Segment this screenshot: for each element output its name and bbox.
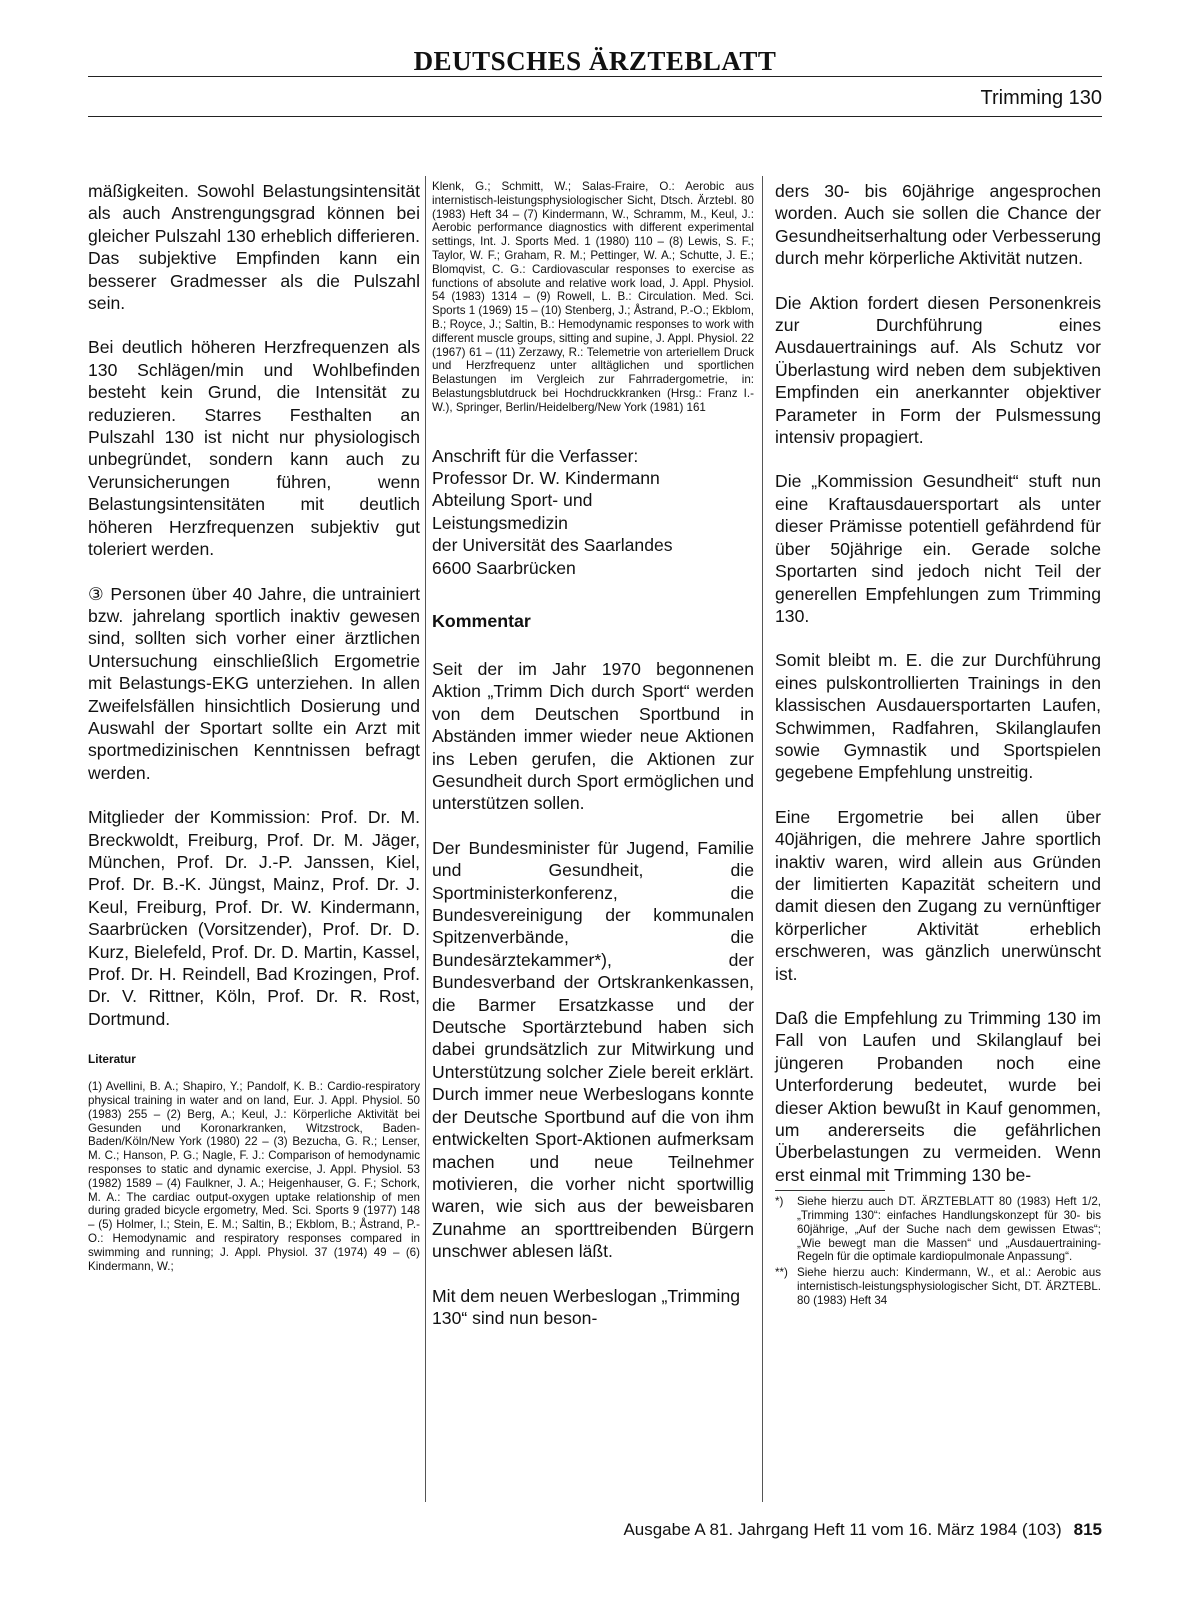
footnote-text: Siehe hierzu auch DT. ÄRZTEBLATT 80 (1983) Heft 1/2, „Trimming 130“: einfaches Handlungskonzept für 30- bis 60jährige, „Auf der Suche nach dem gewissen Etwas“; „Wie bewegt man die Massen“ und „Ausdauertraining-Regeln für die optimale kardiopulmonale Anpassung“. <box>797 1195 1101 1264</box>
references-continued: Klenk, G.; Schmitt, W.; Salas-Fraire, O.: Aerobic aus internistisch-leistungsphysiologischer Sicht, Dtsch. Ärztebl. 80 (1983) Heft 34 – (7) Kindermann, W., Schramm, M., Keul, J.: Aerobic performance diagnostics with different experimental settings, Int. J. Sports Med. 1 (1980) 110 – (8) Lewis, S. F.; Taylor, W. F.; Graham, R. M.; Pettinger, W. A.; Schutte, J. E.; Blomqvist, C. G.: Cardiovascular responses to exercise as functions of absolute and relative work load, J. Appl. Physiol. 54 (1983) 1314 – (9) Rowell, L. B.: Circulation. Med. Sci. Sports 1 (1969) 15 – (10) Stenberg, J.; Åstrand, P.-O.; Ekblom, B.; Royce, J.; Saltin, B.: Hemodynamic responses to work with different muscle groups, sitting and supine, J. Appl. Physiol. 22 (1967) 61 – (11) Zerzawy, R.: Telemetrie von arteriellem Druck und Herzfrequenz unter alltäglichen und sportlichen Belastungen im Vergleich zur Fahrradergometrie, in: Belastungsblutdruck bei Hochdruckkranken (Hrsg.: Franz I.-W.), Springer, Berlin/Heidelberg/New York (1981) 161 <box>432 180 754 414</box>
commission-members: Mitglieder der Kommission: Prof. Dr. M. Breckwoldt, Freiburg, Prof. Dr. M. Jäger, München, Prof. Dr. J.-P. Janssen, Kiel, Prof. Dr. B.-K. Jüngst, Mainz, Prof. Dr. J. Keul, Freiburg, Prof. Dr. W. Kindermann, Saarbrücken (Vorsitzender), Prof. Dr. D. Kurz, Bielefeld, Prof. Dr. D. Martin, Kassel, Prof. Dr. H. Reindell, Bad Krozingen, Prof. Dr. V. Rittner, Köln, Prof. Dr. R. Rost, Dortmund. <box>88 807 420 1029</box>
address-line: Abteilung Sport- und <box>432 490 593 511</box>
masthead-title: DEUTSCHES ÄRZTEBLATT <box>413 46 777 76</box>
column-1 <box>88 180 420 1273</box>
section-title: Trimming 130 <box>980 87 1102 109</box>
column-2 <box>432 180 754 1351</box>
page-number: 815 <box>1073 1520 1102 1539</box>
address-line: Anschrift für die Verfasser: <box>432 445 639 466</box>
address-line: 6600 Saarbrücken <box>432 557 576 578</box>
paragraph: Somit bleibt m. E. die zur Durchführung eines pulskontrollierten Trainings in den klassischen Ausdauersportarten Laufen, Schwimmen, Radfahren, Skilanglaufen sowie Gymnastik und Sportspielen gegebene Empfehlung unstreitig. <box>775 650 1101 783</box>
paragraph: Daß die Empfehlung zu Trimming 130 im Fall von Laufen und Skilanglauf bei jüngeren Probanden noch eine Unterforderung bedeutet, wurde bei dieser Aktion bewußt in Kauf genommen, um andererseits die gefährlichen Überbelastungen zu vermeiden. Wenn erst einmal mit Trimming 130 be- <box>775 1008 1101 1185</box>
paragraph: Die Aktion fordert diesen Personenkreis zur Durchführung eines Ausdauertrainings auf. Als Schutz vor Überlastung wird neben dem subjektiven Empfinden ein anerkannter objektiver Parameter in Form der Pulsmessung intensiv propagiert. <box>775 292 1101 448</box>
footnote <box>775 1266 1101 1307</box>
footnote <box>775 1195 1101 1264</box>
column-3 <box>775 180 1101 1310</box>
address-line: der Universität des Saarlandes <box>432 535 673 556</box>
paragraph: Mit dem neuen Werbeslogan „Trimming 130“ sind nun beson- <box>432 1285 741 1328</box>
paragraph: Bei deutlich höheren Herzfrequenzen als 130 Schlägen/min und Wohlbefinden besteht kein Grund, die Intensität zu reduzieren. Starres Festhalten an Pulszahl 130 ist nicht nur physiologisch unbegründet, sondern kann auch zu Verunsicherungen führen, wenn Belastungsintensitäten mit deutlich höheren Herzfrequenzen subjektiv gut toleriert werden. <box>88 337 420 560</box>
paragraph: Der Bundesminister für Jugend, Familie und Gesundheit, die Sportministerkonferenz, die Bundesvereinigung der kommunalen Spitzenverbände, die Bundesärztekammer*), der Bundesverband der Ortskrankenkassen, die Barmer Ersatzkasse und der Deutsche Sportärztebund haben sich dabei grundsätzlich zur Mitwirkung und Unterstützung solcher Ziele bereit erklärt. Durch immer neue Werbeslogans konnte der Deutsche Sportbund auf die von ihm entwickelten Sport-Aktionen aufmerksam machen und neue Teilnehmer motivieren, die vorher nicht sportwillig waren, wie sich aus der beweisbaren Zunahme an sporttreibenden Bürgern unschwer ablesen läßt. <box>432 837 754 1262</box>
paragraph: ders 30- bis 60jährige angesprochen worden. Auch sie sollen die Chance der Gesundheitserhaltung oder Verbesserung durch mehr körperliche Aktivität nutzen. <box>775 181 1101 269</box>
footnote-rule <box>775 1190 885 1191</box>
footnote-text: Siehe hierzu auch: Kindermann, W., et al.: Aerobic aus internistisch-leistungsphysiologischer Sicht, DT. ÄRZTEBL. 80 (1983) Heft 34 <box>797 1266 1101 1307</box>
column-divider-1 <box>425 176 426 1502</box>
footnote-marker: *) <box>775 1195 784 1209</box>
literature-heading: Literatur <box>88 1052 136 1067</box>
paragraph: ③ Personen über 40 Jahre, die untrainiert bzw. jahrelang sportlich inaktiv gewesen sind, sollten sich vorher einer ärztlichen Untersuchung einschließlich Ergometrie mit Belastungs-EKG unterziehen. In allen Zweifelsfällen hinsichtlich Dosierung und Auswahl der Sportart sollte ein Arzt mit sportmedizinischen Kenntnissen befragt werden. <box>88 583 420 783</box>
header-rule-top <box>88 76 1102 77</box>
references: (1) Avellini, B. A.; Shapiro, Y.; Pandolf, K. B.: Cardio-respiratory physical training in water and on land, Eur. J. Appl. Physiol. 50 (1983) 255 – (2) Berg, A.; Keul, J.: Körperliche Aktivität bei Gesunden und Koronarkranken, Witzstrock, Baden-Baden/Köln/New York (1980) 22 – (3) Bezucha, G. R.; Lenser, M. C.; Hanson, P. G.; Nagle, F. J.: Comparison of hemodynamic responses to static and dynamic exercise, J. Appl. Physiol. 53 (1982) 1589 – (4) Faulkner, J. A.; Heigenhauser, G. F.; Schork, M. A.: The cardiac output-oxygen uptake relationship of men during graded bicycle ergometry, Med. Sci. Sports 9 (1977) 148 – (5) Holmer, I.; Stein, E. M.; Saltin, B.; Ekblom, B.; Åstrand, P.-O.: Hemodynamic and respiratory responses compared in swimming and running; J. Appl. Physiol. 37 (1974) 49 – (6) Kindermann, W.; <box>88 1080 420 1273</box>
footnote-marker: **) <box>775 1266 788 1280</box>
page-footer <box>623 1520 1102 1540</box>
paragraph: Die „Kommission Gesundheit“ stuft nun eine Kraftausdauersportart als unter dieser Prämisse potentiell gefährdend für über 50jährige ein. Gerade solche Sportarten sind jedoch nicht Teil der generellen Empfehlungen zum Trimming 130. <box>775 471 1101 626</box>
address-line: Leistungsmedizin <box>432 512 568 533</box>
paragraph: Seit der im Jahr 1970 begonnenen Aktion „Trimm Dich durch Sport“ werden von dem Deutschen Sportbund in Abständen immer wieder neue Aktionen ins Leben gerufen, die Aktionen zur Gesundheit durch Sport ermöglichen und unterstützen sollen. <box>432 658 754 814</box>
header-rule-bottom <box>88 116 1102 117</box>
paragraph: Eine Ergometrie bei allen über 40jährigen, die mehrere Jahre sportlich inaktiv waren, wird allein aus Gründen der limitierten Kapazität scheitern und damit diesen den Zugang zu vernünftiger körperlicher Aktivität erheblich erschweren, was gänzlich unerwünscht ist. <box>775 806 1101 984</box>
column-divider-2 <box>762 176 763 1502</box>
address-line: Professor Dr. W. Kindermann <box>432 467 660 488</box>
issue-info: Ausgabe A 81. Jahrgang Heft 11 vom 16. März 1984 (103) <box>623 1520 1062 1539</box>
paragraph: mäßigkeiten. Sowohl Belastungsintensität als auch Anstrengungsgrad können bei gleicher Pulszahl 130 erheblich differieren. Das subjektive Empfinden kann ein besserer Gradmesser als die Pulszahl sein. <box>88 181 420 314</box>
author-address <box>432 445 754 579</box>
commentary-heading: Kommentar <box>432 610 531 631</box>
